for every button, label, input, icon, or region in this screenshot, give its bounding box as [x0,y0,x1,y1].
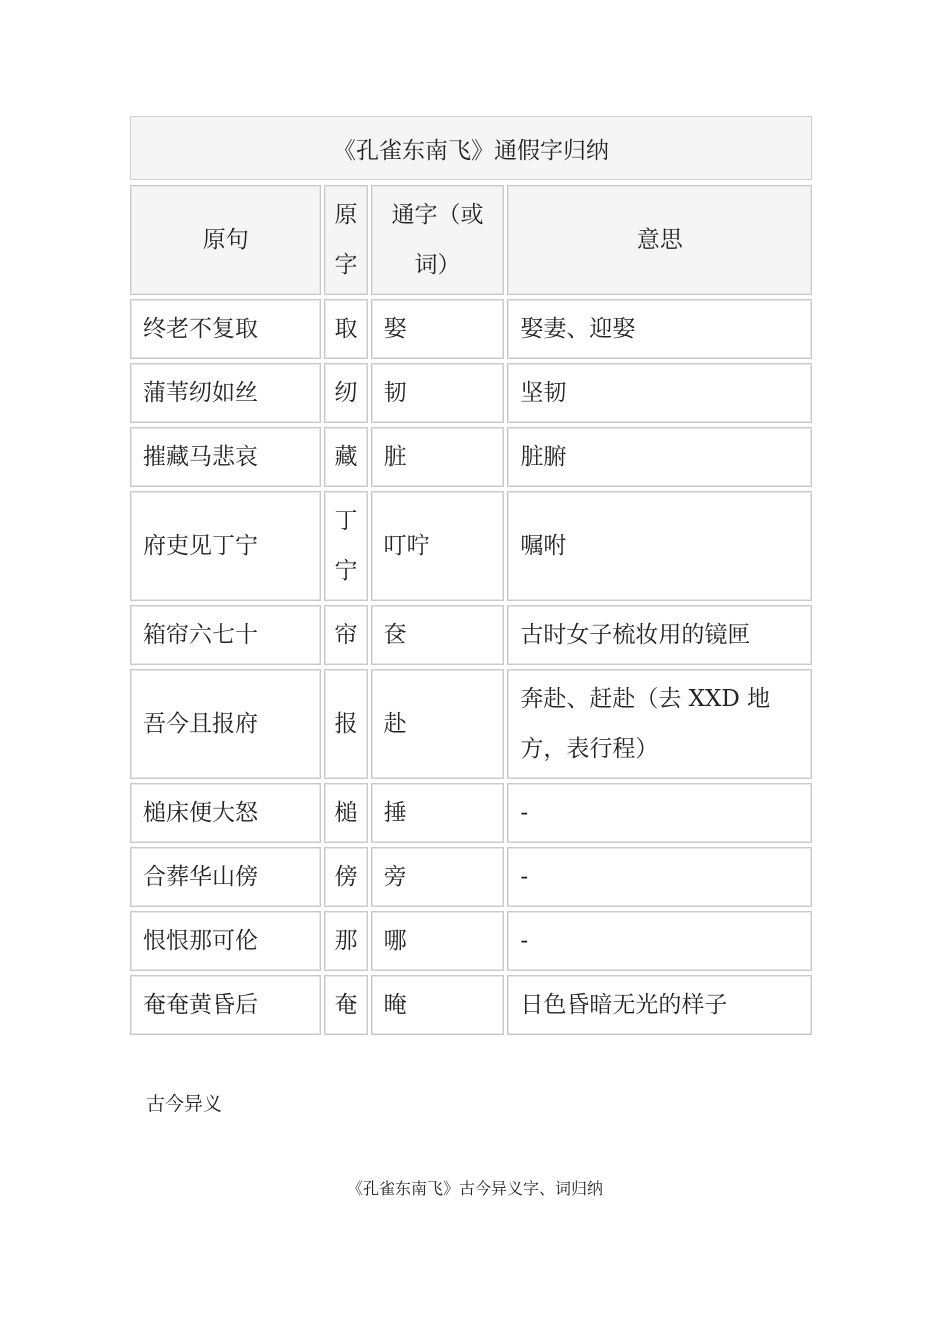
cell-meaning: 奔赴、赶赴（去 XXD 地方，表行程） [507,669,812,779]
next-section-title: 《孔雀东南飞》古今异义字、词归纳 [346,1179,603,1198]
table-row [130,427,812,487]
header-original-char: 原字 [324,185,367,295]
cell-original-sentence: 箱帘六七十 [130,605,321,665]
cell-original-char: 槌 [324,783,367,843]
cell-tong-char: 脏 [371,427,505,487]
cell-original-char: 帘 [324,605,367,665]
table-row [130,975,812,1035]
cell-tong-char: 晻 [371,975,505,1035]
cell-original-char: 傍 [324,847,367,907]
table-title: 《孔雀东南飞》通假字归纳 [130,116,812,180]
cell-original-sentence: 终老不复取 [130,299,321,359]
tongjiazi-table [127,181,815,1039]
table-row [130,847,812,907]
cell-tong-char: 捶 [371,783,505,843]
cell-meaning: - [507,911,812,971]
cell-original-char: 奄 [324,975,367,1035]
cell-meaning: 嘱咐 [507,491,812,601]
cell-original-sentence: 槌床便大怒 [130,783,321,843]
cell-original-char: 丁宁 [324,491,367,601]
table-row [130,911,812,971]
cell-meaning: - [507,847,812,907]
cell-original-sentence: 吾今且报府 [130,669,321,779]
cell-original-char: 纫 [324,363,367,423]
tongjiazi-table-container [130,116,812,1039]
cell-original-sentence: 府吏见丁宁 [130,491,321,601]
cell-original-sentence: 蒲苇纫如丝 [130,363,321,423]
table-row [130,605,812,665]
header-meaning: 意思 [507,185,812,295]
cell-meaning: 古时女子梳妆用的镜匣 [507,605,812,665]
cell-tong-char: 赴 [371,669,505,779]
cell-original-sentence: 奄奄黄昏后 [130,975,321,1035]
cell-tong-char: 旁 [371,847,505,907]
cell-original-char: 报 [324,669,367,779]
table-row [130,783,812,843]
table-header-row [130,185,812,295]
cell-tong-char: 韧 [371,363,505,423]
cell-tong-char: 娶 [371,299,505,359]
cell-tong-char: 哪 [371,911,505,971]
cell-meaning: - [507,783,812,843]
cell-tong-char: 奁 [371,605,505,665]
section-note: 古今异义 [146,1093,223,1115]
cell-tong-char: 叮咛 [371,491,505,601]
cell-original-char: 那 [324,911,367,971]
cell-original-char: 取 [324,299,367,359]
table-row [130,669,812,779]
cell-meaning: 坚韧 [507,363,812,423]
cell-meaning: 日色昏暗无光的样子 [507,975,812,1035]
header-tong-char: 通字（或词） [371,185,505,295]
table-row [130,363,812,423]
cell-original-sentence: 恨恨那可伦 [130,911,321,971]
cell-meaning: 娶妻、迎娶 [507,299,812,359]
table-row [130,299,812,359]
cell-original-sentence: 摧藏马悲哀 [130,427,321,487]
cell-original-sentence: 合葬华山傍 [130,847,321,907]
cell-original-char: 藏 [324,427,367,487]
cell-meaning: 脏腑 [507,427,812,487]
table-row [130,491,812,601]
header-original-sentence: 原句 [130,185,321,295]
